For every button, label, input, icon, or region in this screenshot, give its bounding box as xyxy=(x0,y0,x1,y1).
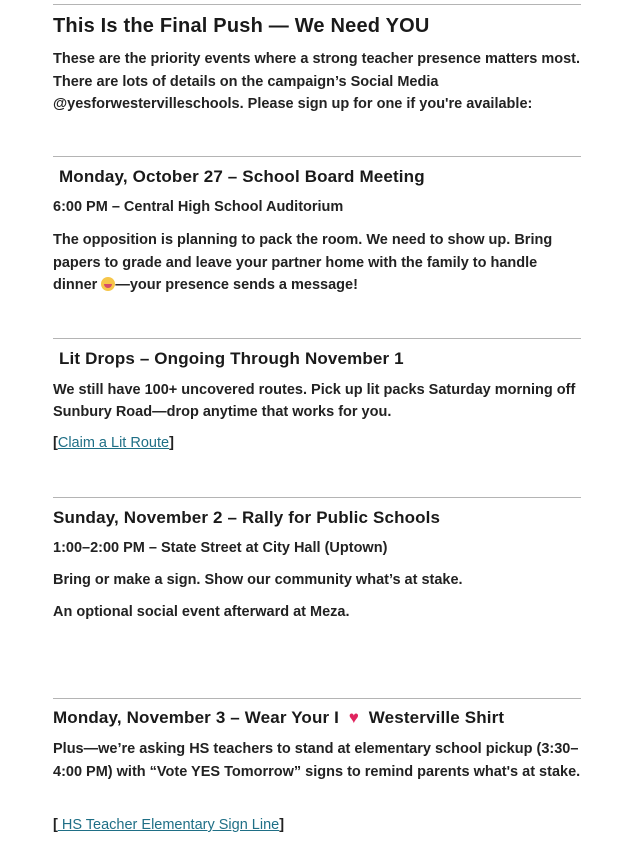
event1-title: Monday, October 27 – School Board Meeting xyxy=(59,167,425,186)
event3-body2: An optional social event afterward at Meza. xyxy=(53,604,350,620)
hs-teacher-sign-line-link[interactable]: HS Teacher Elementary Sign Line xyxy=(57,817,280,833)
claim-lit-route-line: [Claim a Lit Route] xyxy=(53,435,174,451)
intro-body: These are the priority events where a strong teacher presence matters most. There are lots of details on the campaign’s Social Media @yesforwestervilleschools. Please sign up for one if you're available: xyxy=(53,51,581,112)
event4-title: Monday, November 3 – Wear Your I ♥ Westerville Shirt xyxy=(53,708,505,727)
divider-4 xyxy=(53,698,581,699)
divider-3 xyxy=(53,497,581,498)
divider-1 xyxy=(53,156,581,157)
sign-line-line: [ HS Teacher Elementary Sign Line] xyxy=(53,817,285,833)
divider-2 xyxy=(53,338,581,339)
event3-time: 1:00–2:00 PM – State Street at City Hall (Uptown) xyxy=(53,540,388,556)
intro-title: This Is the Final Push — We Need YOU xyxy=(53,15,430,37)
event2-body: We still have 100+ uncovered routes. Pick up lit packs Saturday morning off Sunbury Road—drop anytime that works for you. xyxy=(53,382,576,420)
event1-body: The opposition is planning to pack the room. We need to show up. Bring papers to grade and leave your partner home with the family to handle dinner —your presence sends a message! xyxy=(53,232,553,293)
event3-title: Sunday, November 2 – Rally for Public Schools xyxy=(53,508,441,527)
divider-top xyxy=(53,4,581,5)
event1-time: 6:00 PM – Central High School Auditorium xyxy=(53,199,344,215)
laughing-face-icon xyxy=(101,277,115,291)
event3-body1: Bring or make a sign. Show our community what’s at stake. xyxy=(53,572,463,588)
heart-icon: ♥ xyxy=(348,708,360,727)
event4-body: Plus—we’re asking HS teachers to stand at elementary school pickup (3:30–4:00 PM) with “Vote YES Tomorrow” signs to remind parents what's at stake. xyxy=(53,741,581,780)
claim-lit-route-link[interactable]: Claim a Lit Route xyxy=(57,435,170,451)
event2-title: Lit Drops – Ongoing Through November 1 xyxy=(59,349,404,368)
